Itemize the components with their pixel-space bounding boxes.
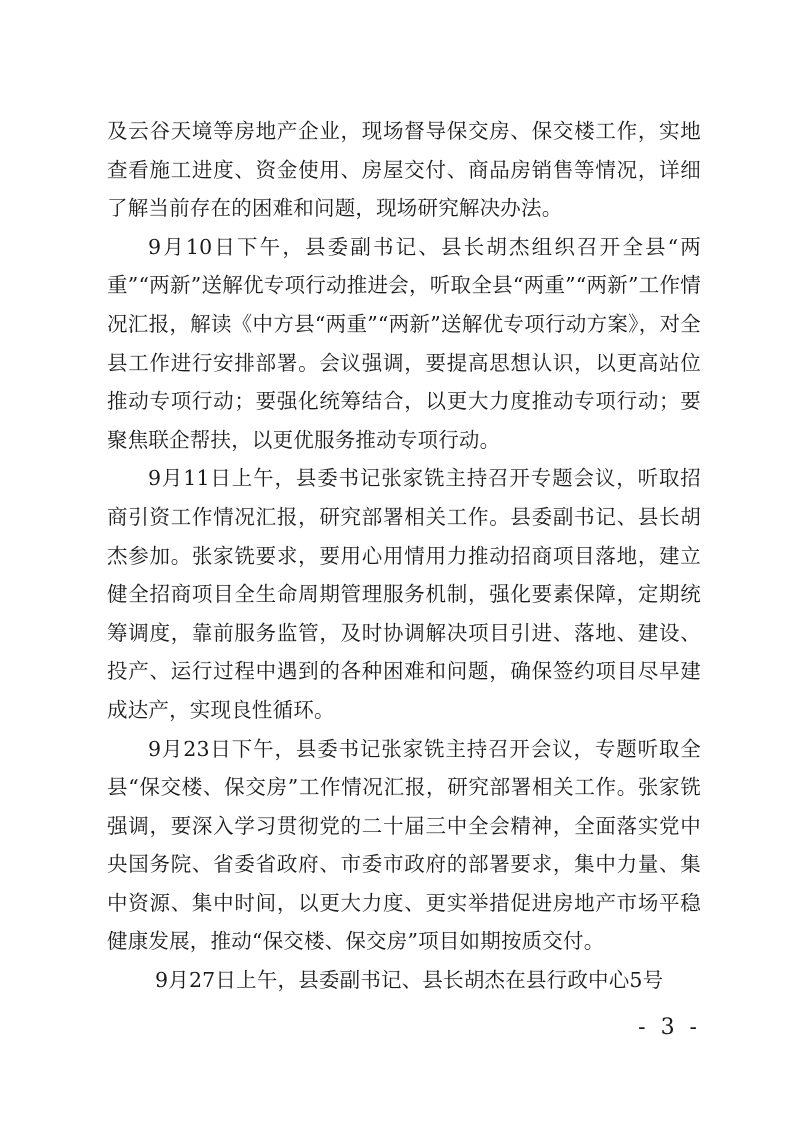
paragraph-sep-10: 9月10日下午，县委副书记、县长胡杰组织召开全县“两重”“两新”送解优专项行动推进会，听取全县“两重”“两新”工作情况汇报，解读《中方县“两重”“两新”送解优专项行动方案》，对全县工作进行安排部署。会议强调，要提高思想认识，以更高站位推动专项行动；要强化统筹结合，以更大力度推动专项行动；要聚焦联企帮扶，以更优服务推动专项行动。 [107, 234, 701, 452]
paragraph-continued: 及云谷天境等房地产企业，现场督导保交房、保交楼工作，实地查看施工进度、资金使用、房屋交付、商品房销售等情况，详细了解当前存在的困难和问题，现场研究解决办法。 [107, 119, 701, 221]
page-number: - 3 - [638, 1015, 701, 1040]
paragraph-sep-23: 9月23日下午，县委书记张家铣主持召开会议，专题听取全县“保交楼、保交房”工作情况汇报，研究部署相关工作。张家铣强调，要深入学习贯彻党的二十届三中全会精神，全面落实党中央国务院、省委省政府、市委市政府的部署要求，集中力量、集中资源、集中时间，以更大力度、更实举措促进房地产市场平稳健康发展，推动“保交楼、保交房”项目如期按质交付。 [107, 736, 701, 954]
paragraph-sep-11: 9月11日上午，县委书记张家铣主持召开专题会议，听取招商引资工作情况汇报，研究部署相关工作。县委副书记、县长胡杰参加。张家铣要求，要用心用情用力推动招商项目落地，建立健全招商项目全生命周期管理服务机制，强化要素保障，定期统筹调度，靠前服务监管，及时协调解决项目引进、落地、建设、投产、运行过程中遇到的各种困难和问题，确保签约项目尽早建成达产，实现良性循环。 [107, 466, 701, 722]
document-body [107, 112, 701, 1000]
paragraph-sep-27: 9月27日上午，县委副书记、县长胡杰在县行政中心5号 [155, 968, 664, 993]
